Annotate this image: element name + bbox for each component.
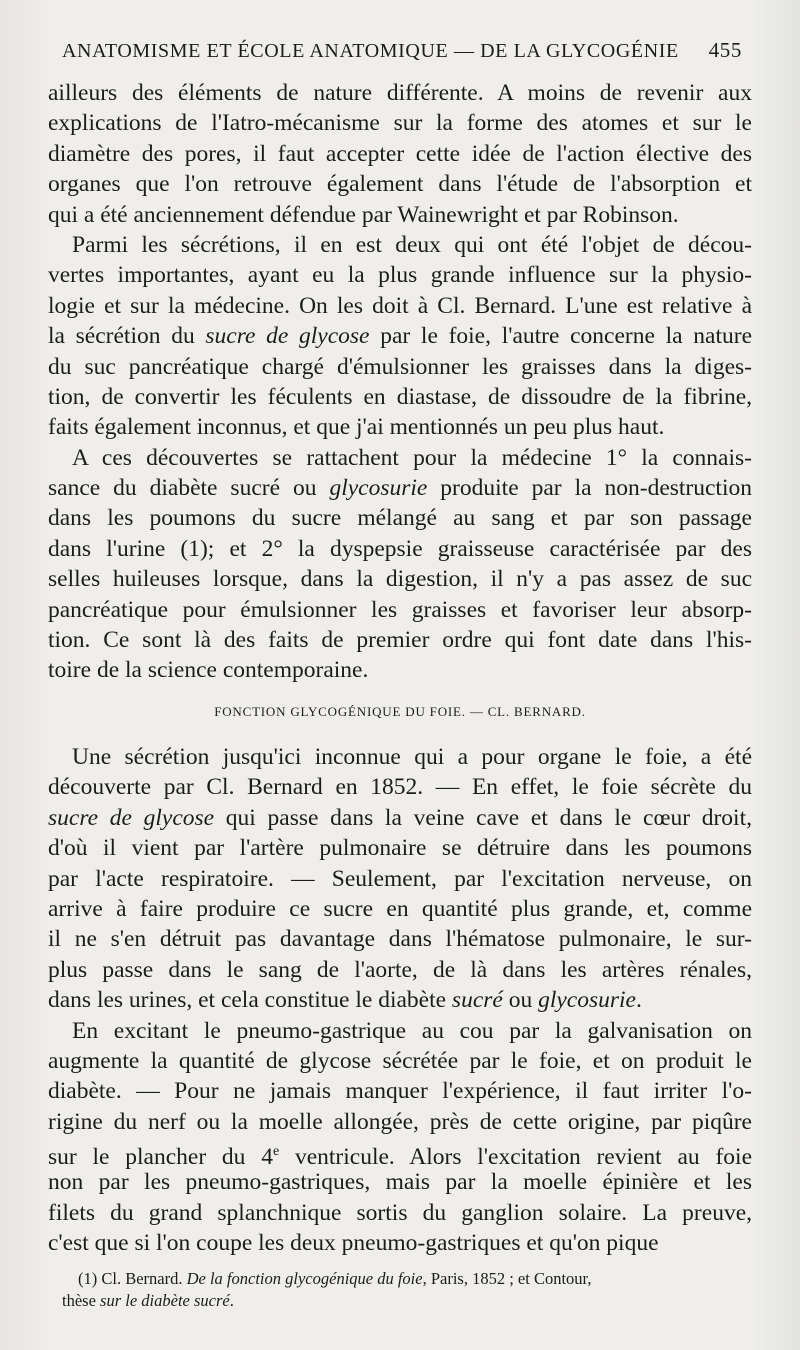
text-segment: la sécrétion du — [48, 323, 206, 350]
text-segment: dans les urines, et cela constitue le diabète — [48, 987, 452, 1014]
text-line — [48, 412, 752, 442]
text-line — [48, 534, 752, 564]
text-segment: d'où il vient par l'artère pulmonaire se détruire dans les poumons — [48, 835, 752, 862]
italic-term: glycosurie — [329, 475, 428, 502]
text-segment: thèse — [62, 1291, 101, 1310]
text-line — [48, 625, 752, 655]
text-line — [48, 1107, 752, 1137]
text-segment: par l'acte respiratoire. — Seulement, par l'excitation nerveuse, on — [48, 865, 752, 892]
text-segment: dans l'urine (1); et 2° la dyspepsie graisseuse caractérisée par des — [48, 535, 752, 562]
text-segment: . — [229, 1291, 234, 1310]
text-segment: Une sécrétion jusqu'ici inconnue qui a pour organe le foie, a été — [72, 744, 752, 770]
text-line — [48, 655, 752, 685]
text-segment: il ne s'en détruit pas davantage dans l'hématose pulmonaire, le sur- — [48, 926, 752, 953]
text-line — [48, 200, 752, 230]
text-line — [48, 864, 752, 894]
section-title: FONCTION GLYCOGÉNIQUE DU FOIE. — CL. BERNARD. — [214, 704, 586, 719]
text-line — [48, 894, 752, 924]
text-line — [48, 169, 752, 199]
text-segment: qui a été anciennement défendue par Wainewright et par Robinson. — [48, 201, 679, 228]
italic-term: sur le diabète sucré — [100, 1291, 230, 1310]
running-title: ANATOMISME ET ÉCOLE ANATOMIQUE — DE LA GLYCOGÉNIE — [62, 40, 679, 62]
text-segment: plus passe dans le sang de l'aorte, de là dans les artères rénales, — [48, 956, 752, 983]
body-text-top — [48, 78, 752, 686]
text-line — [48, 985, 752, 1015]
text-segment: découverte par Cl. Bernard en 1852. — En effet, le foie sécrète du — [48, 774, 752, 801]
text-line — [48, 833, 752, 863]
text-segment: augmente la quantité de glycose sécrétée par le foie, et on produit le — [48, 1047, 752, 1074]
text-line — [48, 443, 752, 473]
text-line — [48, 382, 752, 412]
text-segment: du suc pancréatique chargé d'émulsionner les graisses dans la diges- — [48, 353, 752, 380]
italic-term: De la fonction glycogénique du foie — [186, 1269, 423, 1288]
text-segment: ou — [502, 987, 539, 1014]
text-segment: vertes importantes, ayant eu la plus grande influence sur la physio- — [48, 262, 752, 289]
superscript: e — [272, 1144, 280, 1160]
text-line — [48, 595, 752, 625]
text-line — [48, 924, 752, 954]
text-segment: ventricule. Alors l'excitation revient au foie — [279, 1143, 752, 1170]
italic-term: sucre de glycose — [48, 804, 215, 831]
text-segment: arrive à faire produire ce sucre en quantité plus grande, et, comme — [48, 895, 752, 922]
text-line — [48, 564, 752, 594]
text-segment: A ces découvertes se rattachent pour la médecine 1° la connais- — [72, 444, 752, 471]
footnote-line — [62, 1290, 752, 1312]
text-segment: rigine du nerf ou la moelle allongée, près de cette origine, par piqûre — [48, 1108, 752, 1135]
text-segment: c'est que si l'on coupe les deux pneumo-gastriques et qu'on pique — [48, 1230, 659, 1257]
text-segment: non par les pneumo-gastriques, mais par la moelle épinière et les — [48, 1169, 752, 1196]
text-segment: , Paris, 1852 ; et Contour, — [422, 1269, 592, 1288]
text-segment: faits également inconnus, et que j'ai mentionnés un peu plus haut. — [48, 414, 665, 441]
text-line — [48, 1198, 752, 1228]
footnote-line — [62, 1268, 752, 1290]
text-segment: pancréatique pour émulsionner les graisses et favoriser leur absorp- — [48, 596, 752, 623]
page-number: 455 — [708, 38, 742, 62]
text-segment: sance du diabète sucré ou — [48, 475, 330, 502]
text-segment: (1) Cl. Bernard. — [78, 1269, 187, 1288]
text-segment: diabète. — Pour ne jamais manquer l'expérience, il faut irriter l'o- — [48, 1078, 752, 1105]
text-line — [48, 321, 752, 351]
text-line — [48, 230, 752, 260]
text-line — [48, 803, 752, 833]
text-segment: explications de l'Iatro-mécanisme sur la forme des atomes et sur le — [48, 110, 752, 137]
text-segment: toire de la science contemporaine. — [48, 657, 369, 684]
text-line — [48, 352, 752, 382]
text-segment: par le foie, l'autre concerne la nature — [369, 323, 753, 350]
text-line — [48, 1046, 752, 1076]
text-segment: qui passe dans la veine cave et dans le cœur droit, — [214, 804, 752, 831]
text-line — [48, 78, 752, 108]
text-line — [48, 473, 752, 503]
text-segment: produite par la non-destruction — [427, 475, 752, 502]
text-segment: En excitant le pneumo-gastrique au cou par la galvanisation on — [72, 1017, 752, 1044]
text-segment: selles huileuses lorsque, dans la digestion, il n'y a pas assez de suc — [48, 566, 752, 593]
text-segment: organes que l'on retrouve également dans l'étude de l'absorption et — [48, 171, 752, 198]
text-line — [48, 742, 752, 772]
body-text-bottom — [48, 742, 752, 1259]
text-segment: . — [635, 987, 642, 1014]
text-line — [48, 503, 752, 533]
text-segment: dans les poumons du sucre mélangé au sang et par son passage — [48, 505, 752, 532]
text-segment: tion, de convertir les féculents en diastase, de dissoudre de la fibrine, — [48, 383, 752, 410]
italic-term: sucré — [451, 987, 503, 1014]
text-line — [48, 108, 752, 138]
text-segment: logie et sur la médecine. On les doit à Cl. Bernard. L'une est relative à — [48, 292, 752, 319]
text-line — [48, 772, 752, 802]
text-line — [48, 139, 752, 169]
text-line — [48, 291, 752, 321]
text-line — [48, 1076, 752, 1106]
text-line — [48, 955, 752, 985]
text-line — [48, 1167, 752, 1197]
text-line — [48, 1137, 752, 1170]
text-segment: tion. Ce sont là des faits de premier ordre qui font date dans l'his- — [48, 627, 752, 654]
italic-term: glycosurie — [538, 987, 636, 1014]
text-line — [48, 260, 752, 290]
running-header — [62, 38, 742, 63]
text-segment: filets du grand splanchnique sortis du ganglion solaire. La preuve, — [48, 1199, 752, 1226]
text-line — [48, 1016, 752, 1046]
text-segment: Parmi les sécrétions, il en est deux qui ont été l'objet de décou- — [72, 231, 752, 258]
footnote — [62, 1268, 752, 1312]
text-segment: diamètre des pores, il faut accepter cette idée de l'action élective des — [48, 140, 752, 167]
text-segment: ailleurs des éléments de nature différente. A moins de revenir aux — [48, 80, 752, 106]
italic-term: sucre de glycose — [205, 323, 370, 350]
text-line — [48, 1228, 752, 1258]
text-segment: sur le plancher du 4 — [48, 1143, 273, 1170]
